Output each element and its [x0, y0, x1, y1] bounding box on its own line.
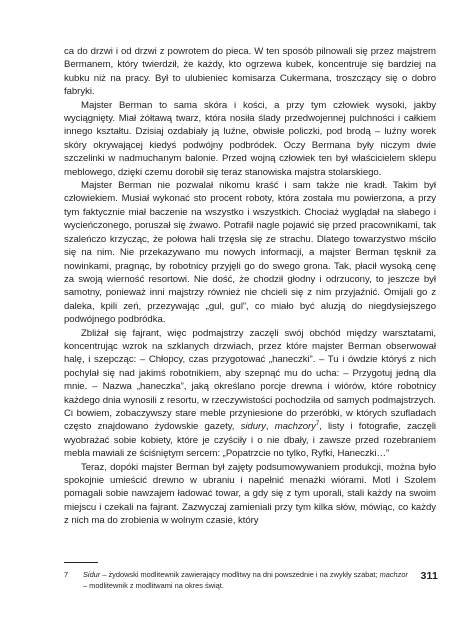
- body-text: [64, 45, 436, 528]
- paragraph: [64, 327, 436, 461]
- italic-term: Sidur: [83, 570, 101, 579]
- page-number: 311: [420, 570, 438, 582]
- text-run: Teraz, dopóki majster Berman był zajęty podsumowywaniem produkcji, można było spokojnie umieścić drewno w ubraniu i napełnić menażki wiórami. Motl i Szolem pomagali sobie nawzajem ładować towar, a gdy się z tym uporali, stali każdy na swoim miejscu i czekali na fajrant. Zazwyczaj zamieniali przy tym kilka słów, mówiąc, co każdy z nich ma do zrobienia w wolnym czasie, który: [64, 461, 436, 527]
- footnote-text: [64, 570, 414, 591]
- paragraph: [64, 45, 436, 99]
- text-run: – żydowski modlitewnik zawierający modlitwy na dni powszednie i na zwykły szabat;: [100, 570, 380, 579]
- text-run: ,: [265, 421, 275, 433]
- text-run: Zbliżał się fajrant, więc podmajstrzy zaczęli swój obchód między warsztatami, koncentrując wzrok na szklanych drzwiach, przez które majster Berman obserwował halę, i szepcząc: – Chłopcy, czas przygotować „haneczki”. – Tu i ówdzie któryś z nich pochylał się nad jakimś robotnikiem, aby szepnąć mu do ucha: – Przygotuj jedną dla mnie. – Nazwa „haneczka”, jaką określano porcje drewna i wiórów, które robotnicy każdego dnia wynosili z resortu, w rzeczywistości pochodziła od samych podmajstrzych. Ci bowiem, zobaczywszy stare meble przyniesione do przeróbki, w których szufladach często znajdowano żydowskie gazety,: [64, 327, 436, 433]
- footnote-reference: 7: [315, 421, 320, 428]
- footnote: [64, 570, 414, 591]
- italic-term: sidury: [240, 421, 266, 433]
- footnote-number: 7: [64, 570, 69, 579]
- text-run: – modlitewnik z modlitwami na okres świąt.: [83, 580, 224, 590]
- text-run: , listy i fotografie, zaczęli wyobrażać sobie kobiety, które je czyściły i o nie dbały, i zawsze przed rozebraniem mebla mawiali ze ściśniętym sercem: „Popatrzcie no tylko, Ryfki, Haneczki…”: [64, 421, 436, 460]
- text-run: Majster Berman to sama skóra i kości, a przy tym człowiek wysoki, jakby wyciągnięty. Miał żółtawą twarz, która nosiła ślady przedwojennej pulchności i całkiem innego kształtu. Dzisiaj ozdabiały ją luźne, obwisłe policzki, pod brodą – luźny worek skóry okrywającej kiedyś podwójny podbródek. Oczy Bermana były niczym dwie szczelinki w nadmuchanym balonie. Przed wojną człowiek ten był właścicielem sklepu meblowego, dzięki czemu dorobił się teraz stanowiska majstra stolarskiego.: [64, 99, 436, 178]
- italic-term: machzory: [274, 421, 316, 433]
- paragraph: [64, 461, 436, 528]
- paragraph: [64, 99, 436, 179]
- italic-term: machzor: [379, 570, 408, 579]
- footnote-divider: [64, 562, 98, 563]
- text-run: ca do drzwi i od drzwi z powrotem do pieca. W ten sposób pilnowali się przez majstrem Bermanem, który twierdził, że każdy, kto ogrzewa kubek, koncentruje się bardziej na kubku niż na pracy. Był to ulubieniec komisarza Cukermana, troszczący się o dobro fabryki.: [64, 46, 436, 98]
- text-run: Majster Berman nie pozwalał nikomu kraść i sam także nie kradł. Takim był człowiekiem. Musiał wykonać sto procent roboty, która została mu powierzona, a przy tym faktycznie miał baczenie na wszystko i wszystkich. Chociaż wyglądał na słabego i wycieńczonego, poruszał się żwawo. Potrafił nagle pojawić się przed pracownikami, tak szaleńczo krzycząc, że połowa hali trzęsła się ze strachu. Dlatego towarzystwo mściło się na nim. Nie przekazywano mu nowych informacji, a majster Berman tęsknił za nowinkami, pragnąc, by robotnicy przyjęli go do swego grona. Tak, płacił wysoką cenę za swoją wierność resortowi. Nie dość, że chodził głodny i odrzucony, to jeszcze był samotny, ponieważ inni majstrzy również nie chcieli się z nim przyjaźnić. Omijali go z daleka, kpili zeń, przezywając „gul, gul”, co miało być aluzją do niegdysiejszego podwójnego podbródka.: [64, 180, 436, 326]
- paragraph: [64, 179, 436, 326]
